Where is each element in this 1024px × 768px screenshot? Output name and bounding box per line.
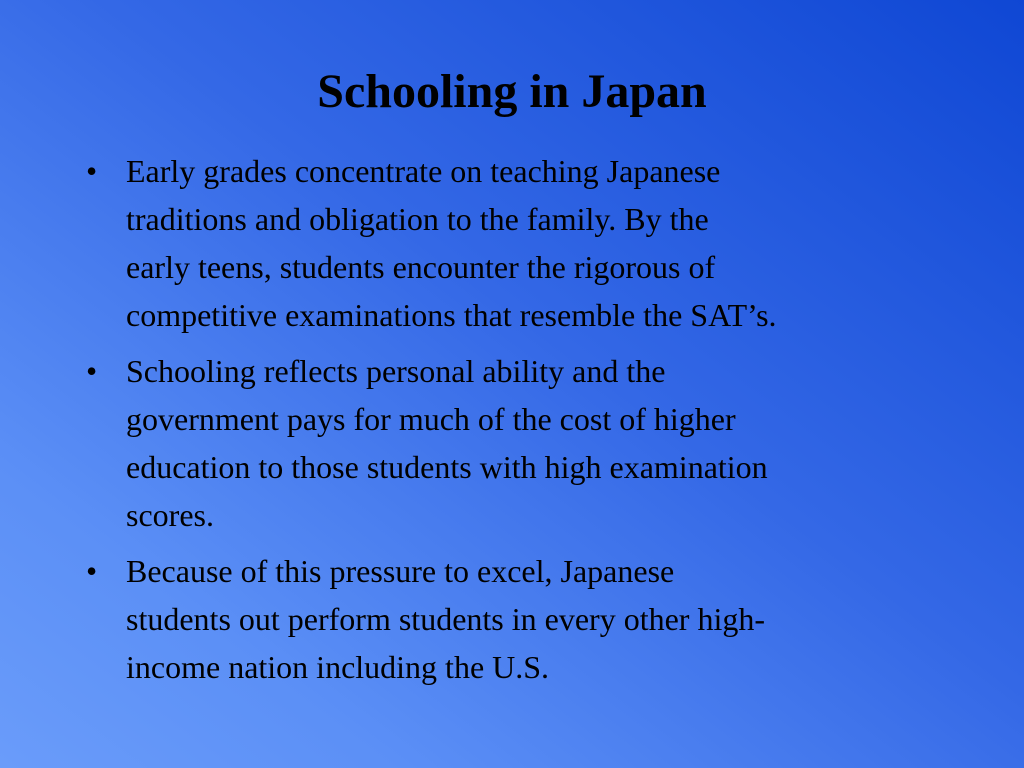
- bullet-marker: •: [86, 553, 98, 589]
- bullet-item-1: [84, 147, 944, 339]
- bullet-text: Because of this pressure to excel, Japanese students out perform students in every other high- income nation including the U.S.: [126, 553, 765, 685]
- bullet-marker: •: [86, 353, 98, 389]
- bullet-list: [84, 147, 944, 699]
- bullet-item-3: [84, 547, 944, 691]
- slide-title: Schooling in Japan: [317, 65, 707, 118]
- bullet-text: Early grades concentrate on teaching Japanese traditions and obligation to the family. By the early teens, students encounter the rigorous of competitive examinations that resemble the SAT’s.: [126, 153, 777, 333]
- bullet-marker: •: [86, 153, 98, 189]
- bullet-item-2: [84, 347, 944, 539]
- bullet-text: Schooling reflects personal ability and the government pays for much of the cost of higher education to those students with high examination scores.: [126, 353, 768, 533]
